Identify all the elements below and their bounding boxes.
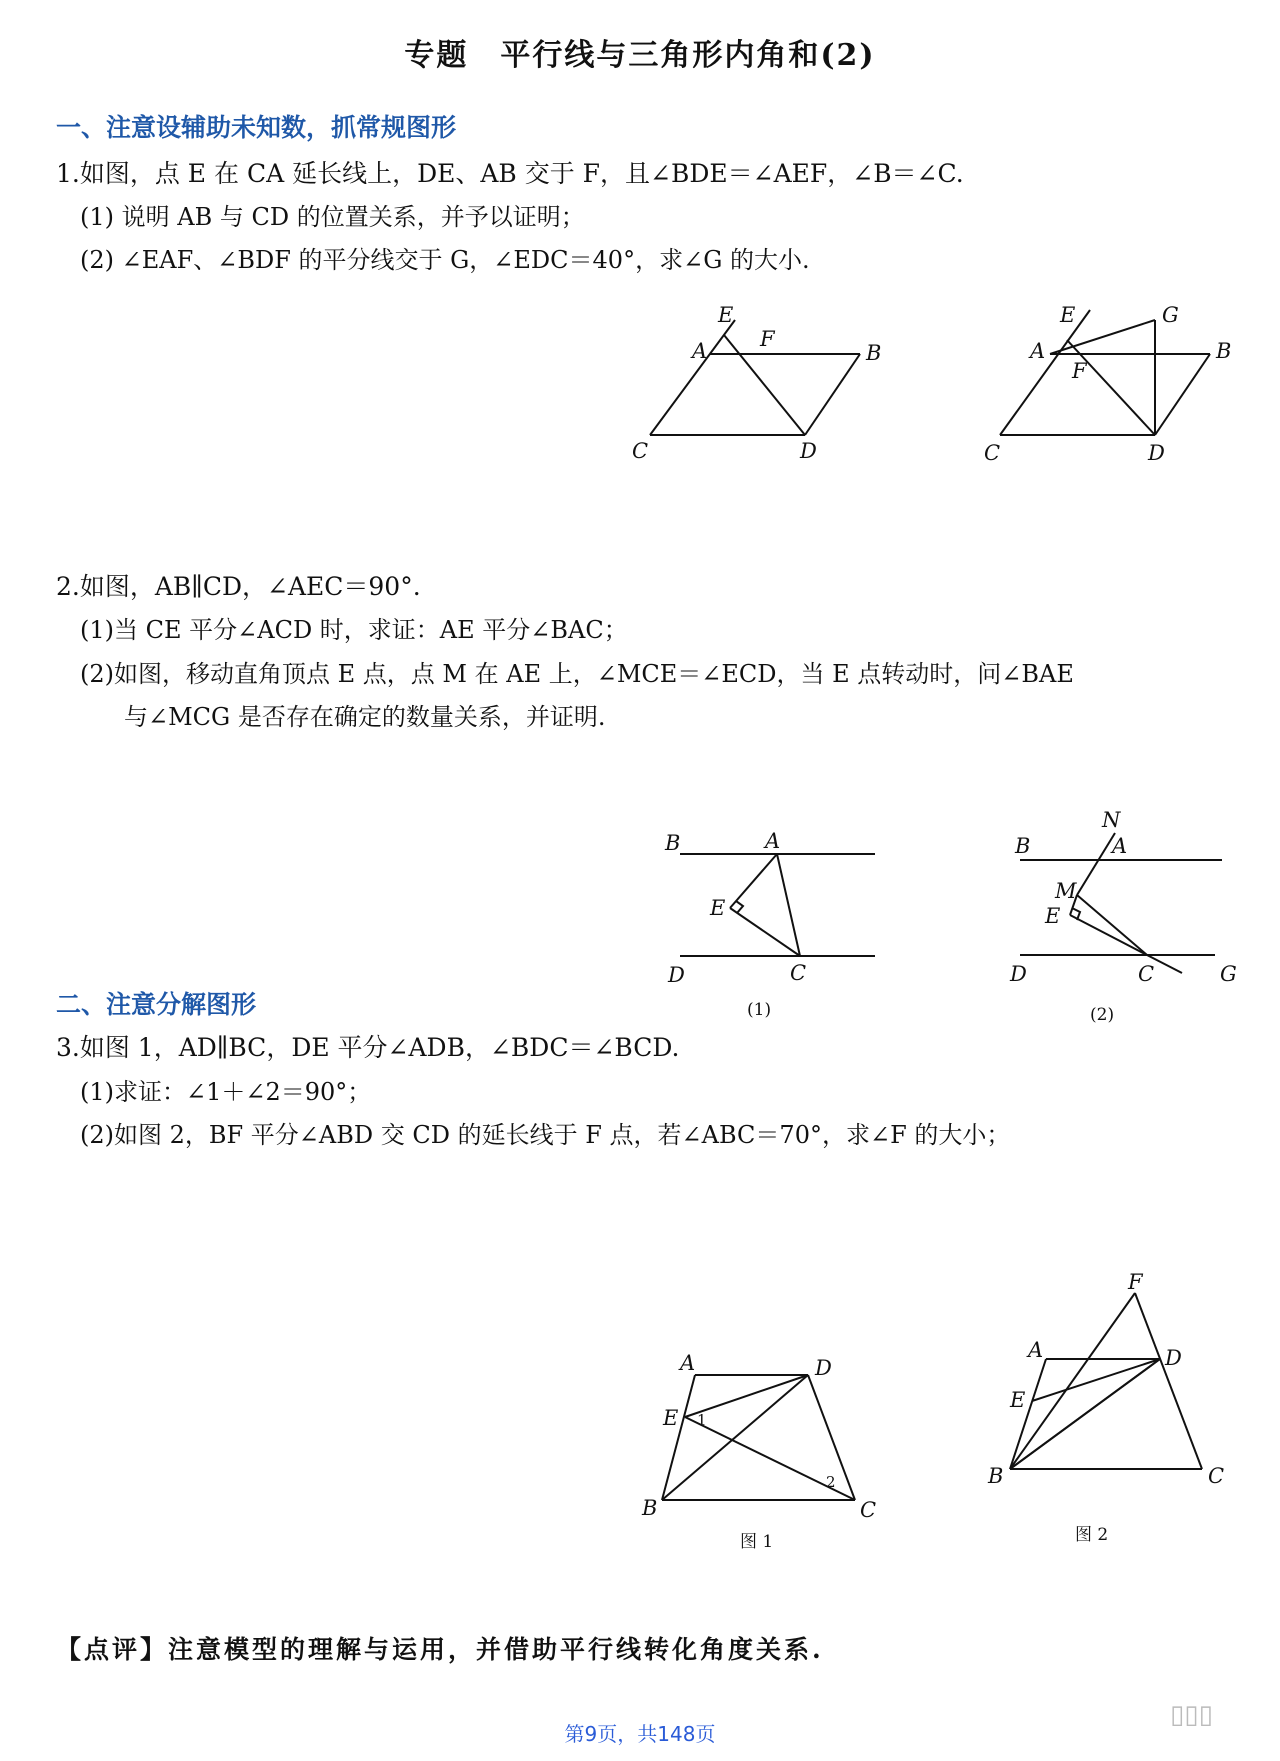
line-fb [1010,1293,1135,1469]
label-d: D [800,439,817,463]
question-1-part-2: (2) ∠EAF、∠BDF 的平分线交于 G，∠EDC＝40°，求∠G 的大小. [80,246,810,274]
question-3-stem: 3.如图 1，AD∥BC，DE 平分∠ADB，∠BDC＝∠BCD. [56,1033,680,1062]
q2-figure-1 [665,829,910,1010]
line-ab [1010,1359,1046,1469]
q2-figure-2-caption: (2) [1090,1005,1115,1025]
label-c: C [860,1498,877,1522]
label-c: C [632,439,649,463]
label-d: D [1165,1346,1182,1370]
label-e: E [1060,303,1076,327]
line-db [662,1375,808,1500]
line-ed [1032,1359,1160,1401]
label-d: D [1148,441,1165,465]
line-ab [662,1375,695,1500]
question-3-part-1: (1)求证：∠1＋∠2＝90°； [80,1078,372,1106]
label-g: G [1220,962,1237,986]
line-bd [805,354,860,435]
section-heading-1: 一、注意设辅助未知数，抓常规图形 [56,113,457,142]
q3-figure-2 [980,1270,1240,1505]
q2-figure-2 [1010,808,1250,1005]
label-e: E [1010,1388,1026,1412]
page-marker-icon: ▯▯▯ [1170,1700,1213,1730]
q3-figure-2-caption: 图 2 [1075,1525,1109,1545]
label-c: C [1208,1464,1225,1488]
q2-figure-1-caption: (1) [747,1000,772,1020]
label-f: F [1128,1270,1143,1294]
label-n: N [1102,808,1121,832]
label-c: C [790,961,807,985]
line-ae [730,854,777,908]
line-na [1077,833,1115,895]
question-2-part-1: (1)当 CE 平分∠ACD 时，求证：AE 平分∠BAC； [80,616,628,644]
angle-2-label: 2 [826,1473,836,1491]
label-a: A [692,339,708,363]
question-3-part-2: (2)如图 2，BF 平分∠ABD 交 CD 的延长线于 F 点，若∠ABC＝70°，求∠F 的大小； [80,1121,1011,1149]
line-ec [730,908,800,956]
line-ca [650,320,735,435]
page-number: 第9页，共148页 [564,1722,716,1746]
label-c: C [984,441,1001,465]
line-bd-2 [1010,1359,1160,1469]
angle-1-label: 1 [697,1411,707,1429]
label-e: E [710,896,726,920]
q1-figure-2 [984,290,1250,470]
question-1-part-1: (1) 说明 AB 与 CD 的位置关系，并予以证明； [80,203,585,231]
review-note: 【点评】注意模型的理解与运用，并借助平行线转化角度关系. [56,1635,824,1664]
line-fc [1135,1293,1202,1469]
label-g: G [1162,303,1179,327]
section-heading-2: 二、注意分解图形 [56,990,257,1019]
label-e: E [718,303,734,327]
label-a: A [765,829,781,853]
label-b: B [866,341,882,365]
label-f: F [760,327,775,351]
line-ac [777,854,800,956]
label-m: M [1055,879,1077,903]
label-d: D [1010,962,1027,986]
label-a: A [1112,834,1128,858]
label-e: E [663,1406,679,1430]
line-bd [1155,354,1210,435]
page-title: 专题 平行线与三角形内角和(2) [404,38,876,73]
question-2-stem: 2.如图，AB∥CD，∠AEC＝90°. [56,572,421,601]
label-b: B [1216,339,1232,363]
q3-figure-1-caption: 图 1 [740,1532,774,1552]
question-2-part-2a: (2)如图，移动直角顶点 E 点，点 M 在 AE 上，∠MCE＝∠ECD，当 E 点转动时，问∠BAE [80,660,1074,688]
label-a: A [680,1351,696,1375]
question-2-part-2b: 与∠MCG 是否存在确定的数量关系，并证明. [124,703,606,731]
label-d: D [815,1356,832,1380]
label-f: F [1072,359,1087,383]
label-b: B [665,831,681,855]
label-a: A [1030,339,1046,363]
label-c: C [1138,962,1155,986]
label-b: B [1015,834,1031,858]
right-angle-mark [736,901,743,913]
question-1-stem: 1.如图，点 E 在 CA 延长线上，DE、AB 交于 F，且∠BDE＝∠AEF，∠B＝∠C. [56,159,964,188]
label-e: E [1045,904,1061,928]
label-d: D [668,963,685,987]
label-b: B [642,1496,658,1520]
label-a: A [1028,1338,1044,1362]
label-b: B [988,1464,1004,1488]
q1-figure-1 [632,290,900,470]
q3-figure-1 [640,1345,900,1525]
